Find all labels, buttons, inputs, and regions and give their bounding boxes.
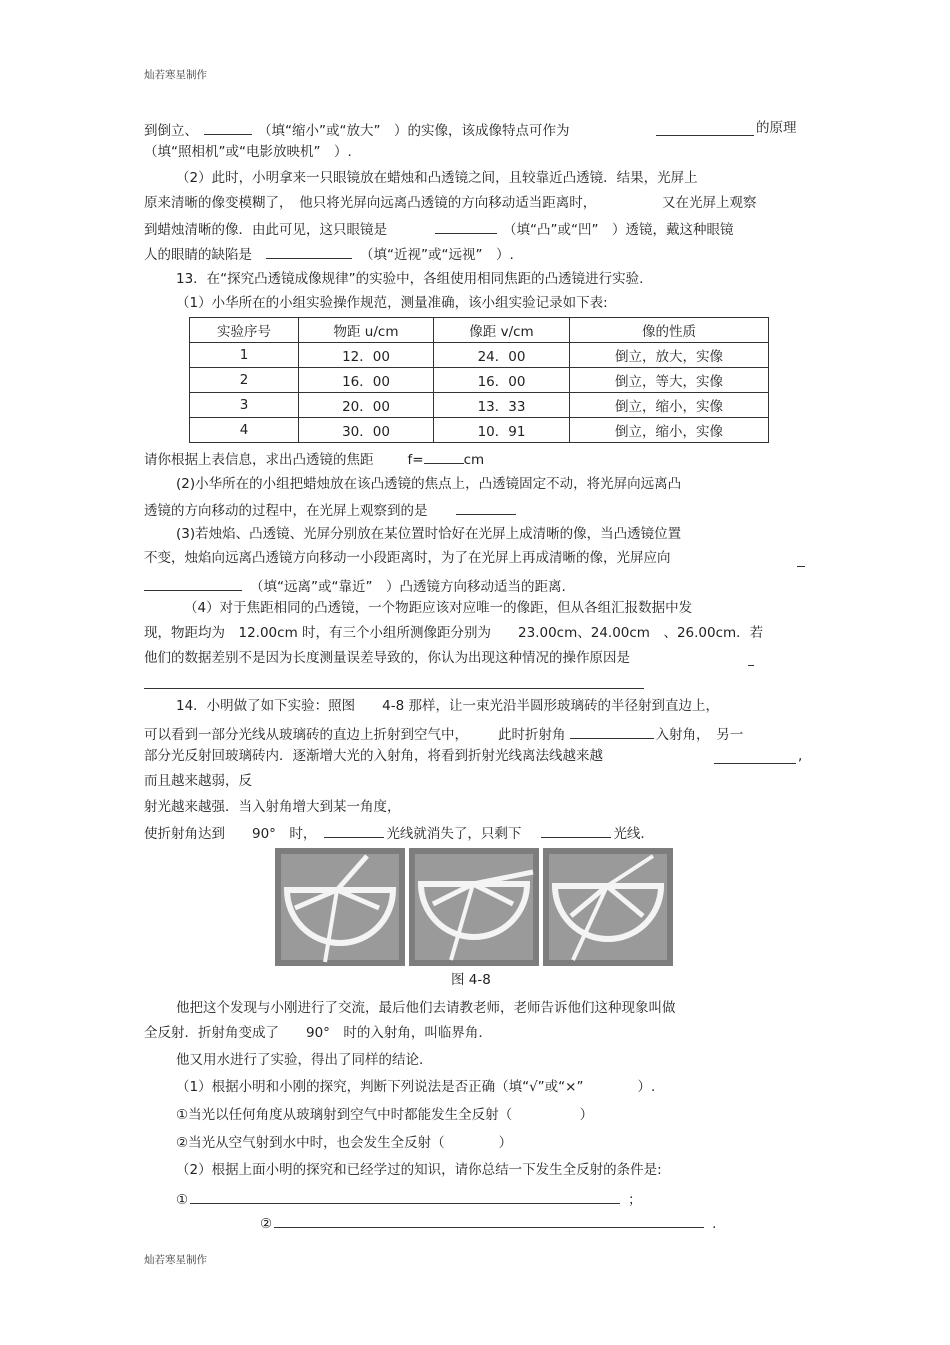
table-cell: 倒立，等大，实像 [570, 368, 769, 393]
table-row [190, 393, 769, 418]
text-line: 的原理 [756, 120, 797, 136]
text-line: (2)小华所在的小组把蜡烛放在该凸透镜的焦点上，凸透镜固定不动，将光屏向远离凸 [176, 476, 682, 492]
answer-blank [797, 566, 805, 567]
text-line: 全反射．折射角变成了 90° 时的入射角，叫临界角. [144, 1025, 483, 1041]
data-table [189, 317, 769, 443]
answer-blank[interactable] [324, 825, 384, 838]
table-cell: 倒立，缩小，实像 [570, 418, 769, 443]
figure-photo-3 [543, 848, 673, 966]
column-header: 实验序号 [190, 318, 299, 343]
text-line: 请你根据上表信息，求出凸透镜的焦距 f= cm [144, 452, 485, 468]
text-line: 他们的数据差别不是因为长度测量误差导致的，你认为出现这种情况的操作原因是 [144, 650, 630, 666]
text-line: ②当光从空气射到水中时，也会发生全反射（ ） [176, 1135, 513, 1151]
answer-blank[interactable] [656, 135, 754, 136]
figure-4-8 [275, 848, 673, 966]
text-line: ① ； [176, 1192, 642, 1208]
figure-photo-1 [275, 848, 405, 966]
text-line: , [798, 748, 803, 764]
answer-blank[interactable] [714, 763, 796, 764]
text-line: 透镜的方向移动的过程中，在光屏上观察到的是 [144, 502, 516, 519]
text-line: 可以看到一部分光线从玻璃砖的直边上折射到空气中， 此时折射角 入射角， 另一 [144, 727, 744, 743]
answer-blank[interactable] [435, 221, 497, 234]
table-cell: 30．00 [299, 418, 434, 443]
figure-caption: 图 4-8 [451, 972, 491, 988]
footer-text: 灿若寒星制作 [144, 1254, 207, 1266]
table-cell: 1 [190, 343, 299, 368]
table-cell: 12．00 [299, 343, 434, 368]
table-cell: 24．00 [434, 343, 570, 368]
text-line: (3)若烛焰、凸透镜、光屏分别放在某位置时恰好在光屏上成清晰的像，当凸透镜位置 [176, 526, 682, 542]
text-line: （填“照相机”或“电影放映机” ）. [144, 144, 352, 160]
header-text: 灿若寒星制作 [144, 69, 207, 81]
table-cell: 2 [190, 368, 299, 393]
question-14: 14．小明做了如下实验：照图 4-8 那样，让一束光沿半圆形玻璃砖的半径射到直边上， [176, 698, 720, 714]
text-line: 他把这个发现与小刚进行了交流，最后他们去请教老师，老师告诉他们这种现象叫做 [176, 1000, 676, 1016]
column-header: 像距 v/cm [434, 318, 570, 343]
answer-blank[interactable] [144, 688, 644, 689]
table-cell: 20．00 [299, 393, 434, 418]
table-cell: 16．00 [299, 368, 434, 393]
text-line: （1）根据小明和小刚的探究，判断下列说法是否正确（填“√”或“×” ）. [176, 1079, 656, 1095]
table-row [190, 343, 769, 368]
column-header: 物距 u/cm [299, 318, 434, 343]
answer-blank[interactable] [266, 246, 352, 259]
text-line: （2）此时，小明拿来一只眼镜放在蜡烛和凸透镜之间，且较靠近凸透镜．结果，光屏上 [176, 170, 698, 186]
answer-blank[interactable] [570, 726, 654, 739]
table-cell: 10．91 [434, 418, 570, 443]
text-line: 他又用水进行了实验，得出了同样的结论. [176, 1052, 424, 1068]
figure-photo-2 [409, 848, 539, 966]
table-cell: 3 [190, 393, 299, 418]
answer-blank[interactable] [456, 502, 516, 515]
text-line: 到蜡烛清晰的像．由此可见，这只眼镜是 （填“凸”或“凹” ）透镜，戴这种眼镜 [144, 222, 734, 238]
text-line: （2）根据上面小明的探究和已经学过的知识，请你总结一下发生全反射的条件是: [176, 1162, 662, 1178]
answer-blank[interactable] [204, 122, 252, 135]
text-line: （4）对于焦距相同的凸透镜，一个物距应该对应唯一的像距，但从各组汇报数据中发 [184, 600, 693, 616]
question-13-part-1: （1）小华所在的小组实验操作规范，测量准确，该小组实验记录如下表: [176, 295, 608, 311]
text-line: 射光越来越强．当入射角增大到某一角度， [144, 799, 401, 815]
condition-1-blank[interactable] [190, 1191, 620, 1204]
question-13: 13．在“探究凸透镜成像规律”的实验中，各组使用相同焦距的凸透镜进行实验. [176, 271, 644, 287]
column-header: 像的性质 [570, 318, 769, 343]
focal-length-blank[interactable] [424, 451, 464, 464]
answer-blank[interactable] [144, 578, 242, 591]
text-line: 现，物距均为 12.00cm 时，有三个小组所测像距分别为 23.00cm、24.00cm 、26.00cm．若 [144, 625, 764, 641]
text-line: 部分光反射回玻璃砖内．逐渐增大光的入射角，将看到折射光线离法线越来越 [144, 748, 603, 764]
table-row [190, 418, 769, 443]
text-line: 原来清晰的像变模糊了， 他只将光屏向远离凸透镜的方向移动适当距离时， [144, 195, 597, 211]
text-line: 到倒立、 （填“缩小”或“放大” ）的实像，该成像特点可作为 [144, 123, 570, 139]
text-line: 而且越来越弱，反 [144, 773, 252, 789]
table-cell: 倒立，放大，实像 [570, 343, 769, 368]
table-header-row [190, 318, 769, 343]
condition-2-blank[interactable] [274, 1215, 704, 1228]
text-line: 使折射角达到 90° 时， 光线就消失了，只剩下 光线. [144, 826, 645, 842]
table-cell: 4 [190, 418, 299, 443]
table-cell: 16．00 [434, 368, 570, 393]
text-line: ①当光以任何角度从玻璃射到空气中时都能发生全反射（ ） [176, 1107, 594, 1123]
text-line: ② . [260, 1216, 717, 1232]
answer-blank[interactable] [541, 825, 611, 838]
text-line: （填“远离”或“靠近” ）凸透镜方向移动适当的距离. [144, 578, 566, 595]
text-line: 不变，烛焰向远离凸透镜方向移动一小段距离时，为了在光屏上再成清晰的像，光屏应向 [144, 550, 671, 566]
text-line: 人的眼睛的缺陷是 （填“近视”或“远视” ）. [144, 247, 514, 263]
answer-blank [748, 665, 754, 666]
table-row [190, 368, 769, 393]
text-line: 又在光屏上观察 [662, 195, 757, 211]
table-cell: 倒立，缩小，实像 [570, 393, 769, 418]
table-cell: 13．33 [434, 393, 570, 418]
